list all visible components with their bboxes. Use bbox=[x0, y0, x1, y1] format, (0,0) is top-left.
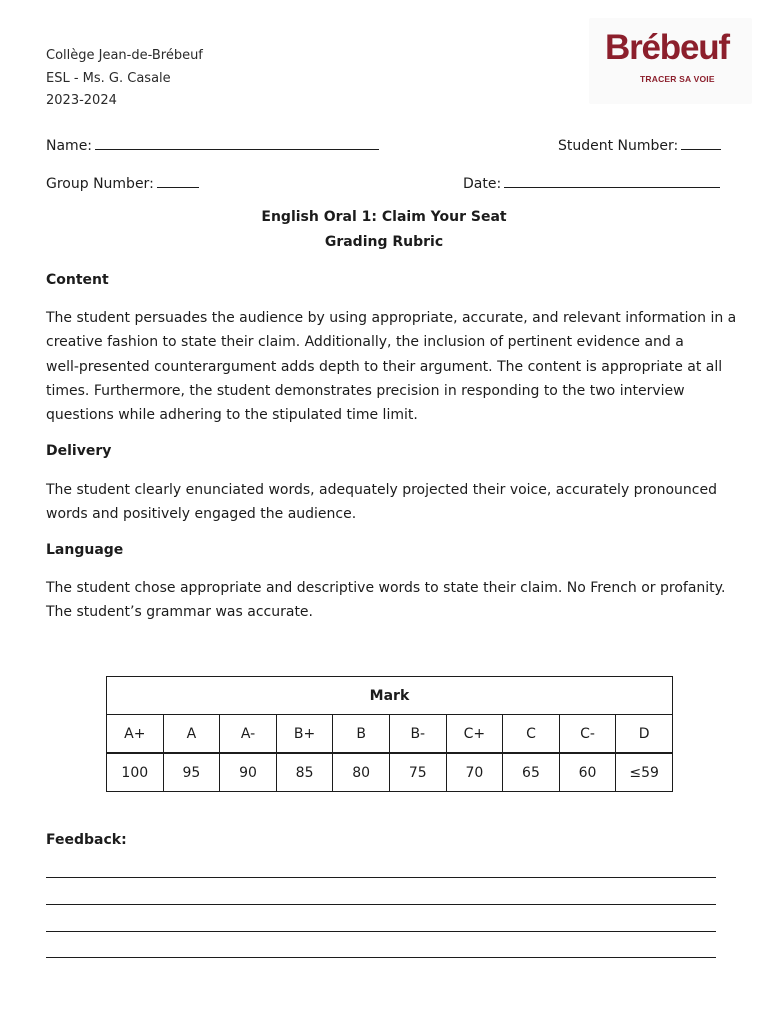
score-cell: 85 bbox=[276, 753, 333, 792]
grade-cell: A bbox=[163, 715, 220, 754]
feedback-line[interactable] bbox=[46, 877, 716, 878]
language-line: The student’s grammar was accurate. bbox=[46, 604, 313, 621]
grade-cell: C+ bbox=[446, 715, 503, 754]
course-header bbox=[46, 45, 203, 113]
language-heading: Language bbox=[46, 542, 124, 558]
grade-cell: A+ bbox=[107, 715, 164, 754]
content-heading: Content bbox=[46, 272, 109, 288]
score-cell: 80 bbox=[333, 753, 390, 792]
content-paragraph bbox=[46, 306, 737, 427]
feedback-line[interactable] bbox=[46, 957, 716, 958]
grade-cell: B bbox=[333, 715, 390, 754]
student-number-field[interactable] bbox=[558, 135, 721, 155]
score-cell: 65 bbox=[503, 753, 560, 792]
language-paragraph bbox=[46, 576, 726, 625]
school-name: Collège Jean-de-Brébeuf bbox=[46, 48, 203, 63]
date-label: Date: bbox=[463, 176, 502, 192]
feedback-line[interactable] bbox=[46, 904, 716, 905]
delivery-heading: Delivery bbox=[46, 443, 112, 459]
group-number-blank[interactable] bbox=[157, 173, 199, 188]
mark-table bbox=[106, 676, 673, 792]
score-row bbox=[107, 753, 673, 792]
logo-tagline: TRACER SA VOIE bbox=[640, 74, 715, 84]
feedback-label: Feedback: bbox=[46, 832, 127, 848]
mark-header: Mark bbox=[107, 677, 673, 715]
course-name: ESL - Ms. G. Casale bbox=[46, 70, 171, 86]
group-number-label: Group Number: bbox=[46, 176, 154, 192]
grade-cell: A- bbox=[220, 715, 277, 754]
score-cell: ≤59 bbox=[616, 753, 673, 792]
logo-wordmark: Brébeuf bbox=[605, 28, 729, 67]
content-line: well-presented counterargument adds depth to their argument. The content is appropriate at all bbox=[46, 358, 723, 375]
grade-row bbox=[107, 715, 673, 754]
student-number-label: Student Number: bbox=[558, 138, 679, 154]
score-cell: 100 bbox=[107, 753, 164, 792]
content-line: creative fashion to state their claim. Additionally, the inclusion of pertinent evidence and a bbox=[46, 334, 684, 351]
school-logo bbox=[589, 18, 752, 104]
content-line: times. Furthermore, the student demonstrates precision in responding to the two interview bbox=[46, 382, 685, 399]
score-cell: 95 bbox=[163, 753, 220, 792]
name-blank[interactable] bbox=[95, 135, 379, 150]
school-year: 2023-2024 bbox=[46, 93, 117, 108]
group-number-field[interactable] bbox=[46, 173, 199, 193]
score-cell: 70 bbox=[446, 753, 503, 792]
score-cell: 90 bbox=[220, 753, 277, 792]
delivery-line: words and positively engaged the audience. bbox=[46, 506, 357, 523]
assignment-title: English Oral 1: Claim Your Seat bbox=[261, 209, 507, 225]
content-line: questions while adhering to the stipulated time limit. bbox=[46, 407, 418, 424]
rubric-subtitle: Grading Rubric bbox=[324, 234, 444, 250]
content-line: The student persuades the audience by using appropriate, accurate, and relevant information in a bbox=[46, 310, 737, 326]
name-field[interactable] bbox=[46, 135, 379, 155]
grade-cell: D bbox=[616, 715, 673, 754]
date-field[interactable] bbox=[463, 173, 720, 193]
delivery-paragraph bbox=[46, 478, 726, 527]
grade-cell: B- bbox=[389, 715, 446, 754]
grade-cell: C bbox=[503, 715, 560, 754]
grade-cell: B+ bbox=[276, 715, 333, 754]
language-line: The student chose appropriate and descriptive words to state their claim. No French or profanity. bbox=[46, 580, 726, 596]
score-cell: 60 bbox=[559, 753, 616, 792]
name-label: Name: bbox=[46, 138, 93, 154]
score-cell: 75 bbox=[389, 753, 446, 792]
mark-header-row bbox=[107, 677, 673, 715]
student-number-blank[interactable] bbox=[681, 135, 721, 150]
delivery-line: The student clearly enunciated words, adequately projected their voice, accurately pronounced bbox=[46, 482, 717, 498]
date-blank[interactable] bbox=[504, 173, 720, 188]
feedback-line[interactable] bbox=[46, 931, 716, 932]
grade-cell: C- bbox=[559, 715, 616, 754]
